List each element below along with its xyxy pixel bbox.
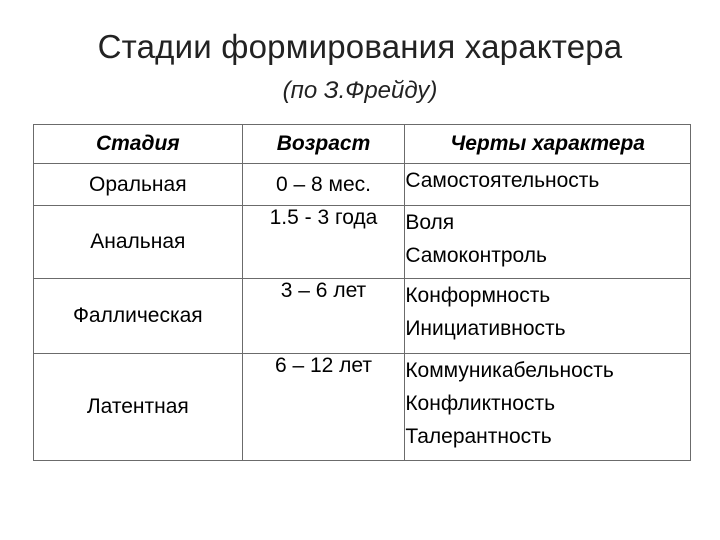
- traits-cell: [405, 164, 691, 206]
- trait-item: Самоконтроль: [405, 244, 547, 267]
- trait-item: Талерантность: [405, 425, 552, 448]
- header-traits: Черты характера: [405, 125, 691, 164]
- stage-cell: Латентная: [34, 354, 243, 461]
- stage-cell: Анальная: [34, 206, 243, 279]
- age-cell: 0 – 8 мес.: [242, 164, 405, 206]
- traits-cell: [405, 354, 691, 461]
- table-row: [34, 164, 691, 206]
- trait-item: Конфликтность: [405, 392, 556, 415]
- traits-cell: [405, 206, 691, 279]
- traits-cell: [405, 279, 691, 354]
- trait-item: Воля: [405, 211, 455, 234]
- header-stage: Стадия: [34, 125, 243, 164]
- trait-item: Конформность: [405, 284, 551, 307]
- table-row: [34, 279, 691, 354]
- trait-item: Коммуникабельность: [405, 359, 614, 382]
- table-row: [34, 206, 691, 279]
- subtitle-text: (по З.Фрейду): [282, 77, 438, 104]
- slide-title: Стадии формирования характера: [97, 28, 623, 65]
- age-cell: 6 – 12 лет: [242, 354, 405, 461]
- age-cell: 1.5 - 3 года: [242, 206, 405, 279]
- trait-item: Инициативность: [405, 317, 566, 340]
- header-row: [34, 125, 691, 164]
- stage-cell: Фаллическая: [34, 279, 243, 354]
- stages-table: [33, 124, 691, 461]
- stage-cell: Оральная: [34, 164, 243, 206]
- age-cell: 3 – 6 лет: [242, 279, 405, 354]
- trait-item: Самостоятельность: [405, 169, 600, 192]
- slide-subtitle: [0, 77, 720, 105]
- table-row: [34, 354, 691, 461]
- header-age: Возраст: [242, 125, 405, 164]
